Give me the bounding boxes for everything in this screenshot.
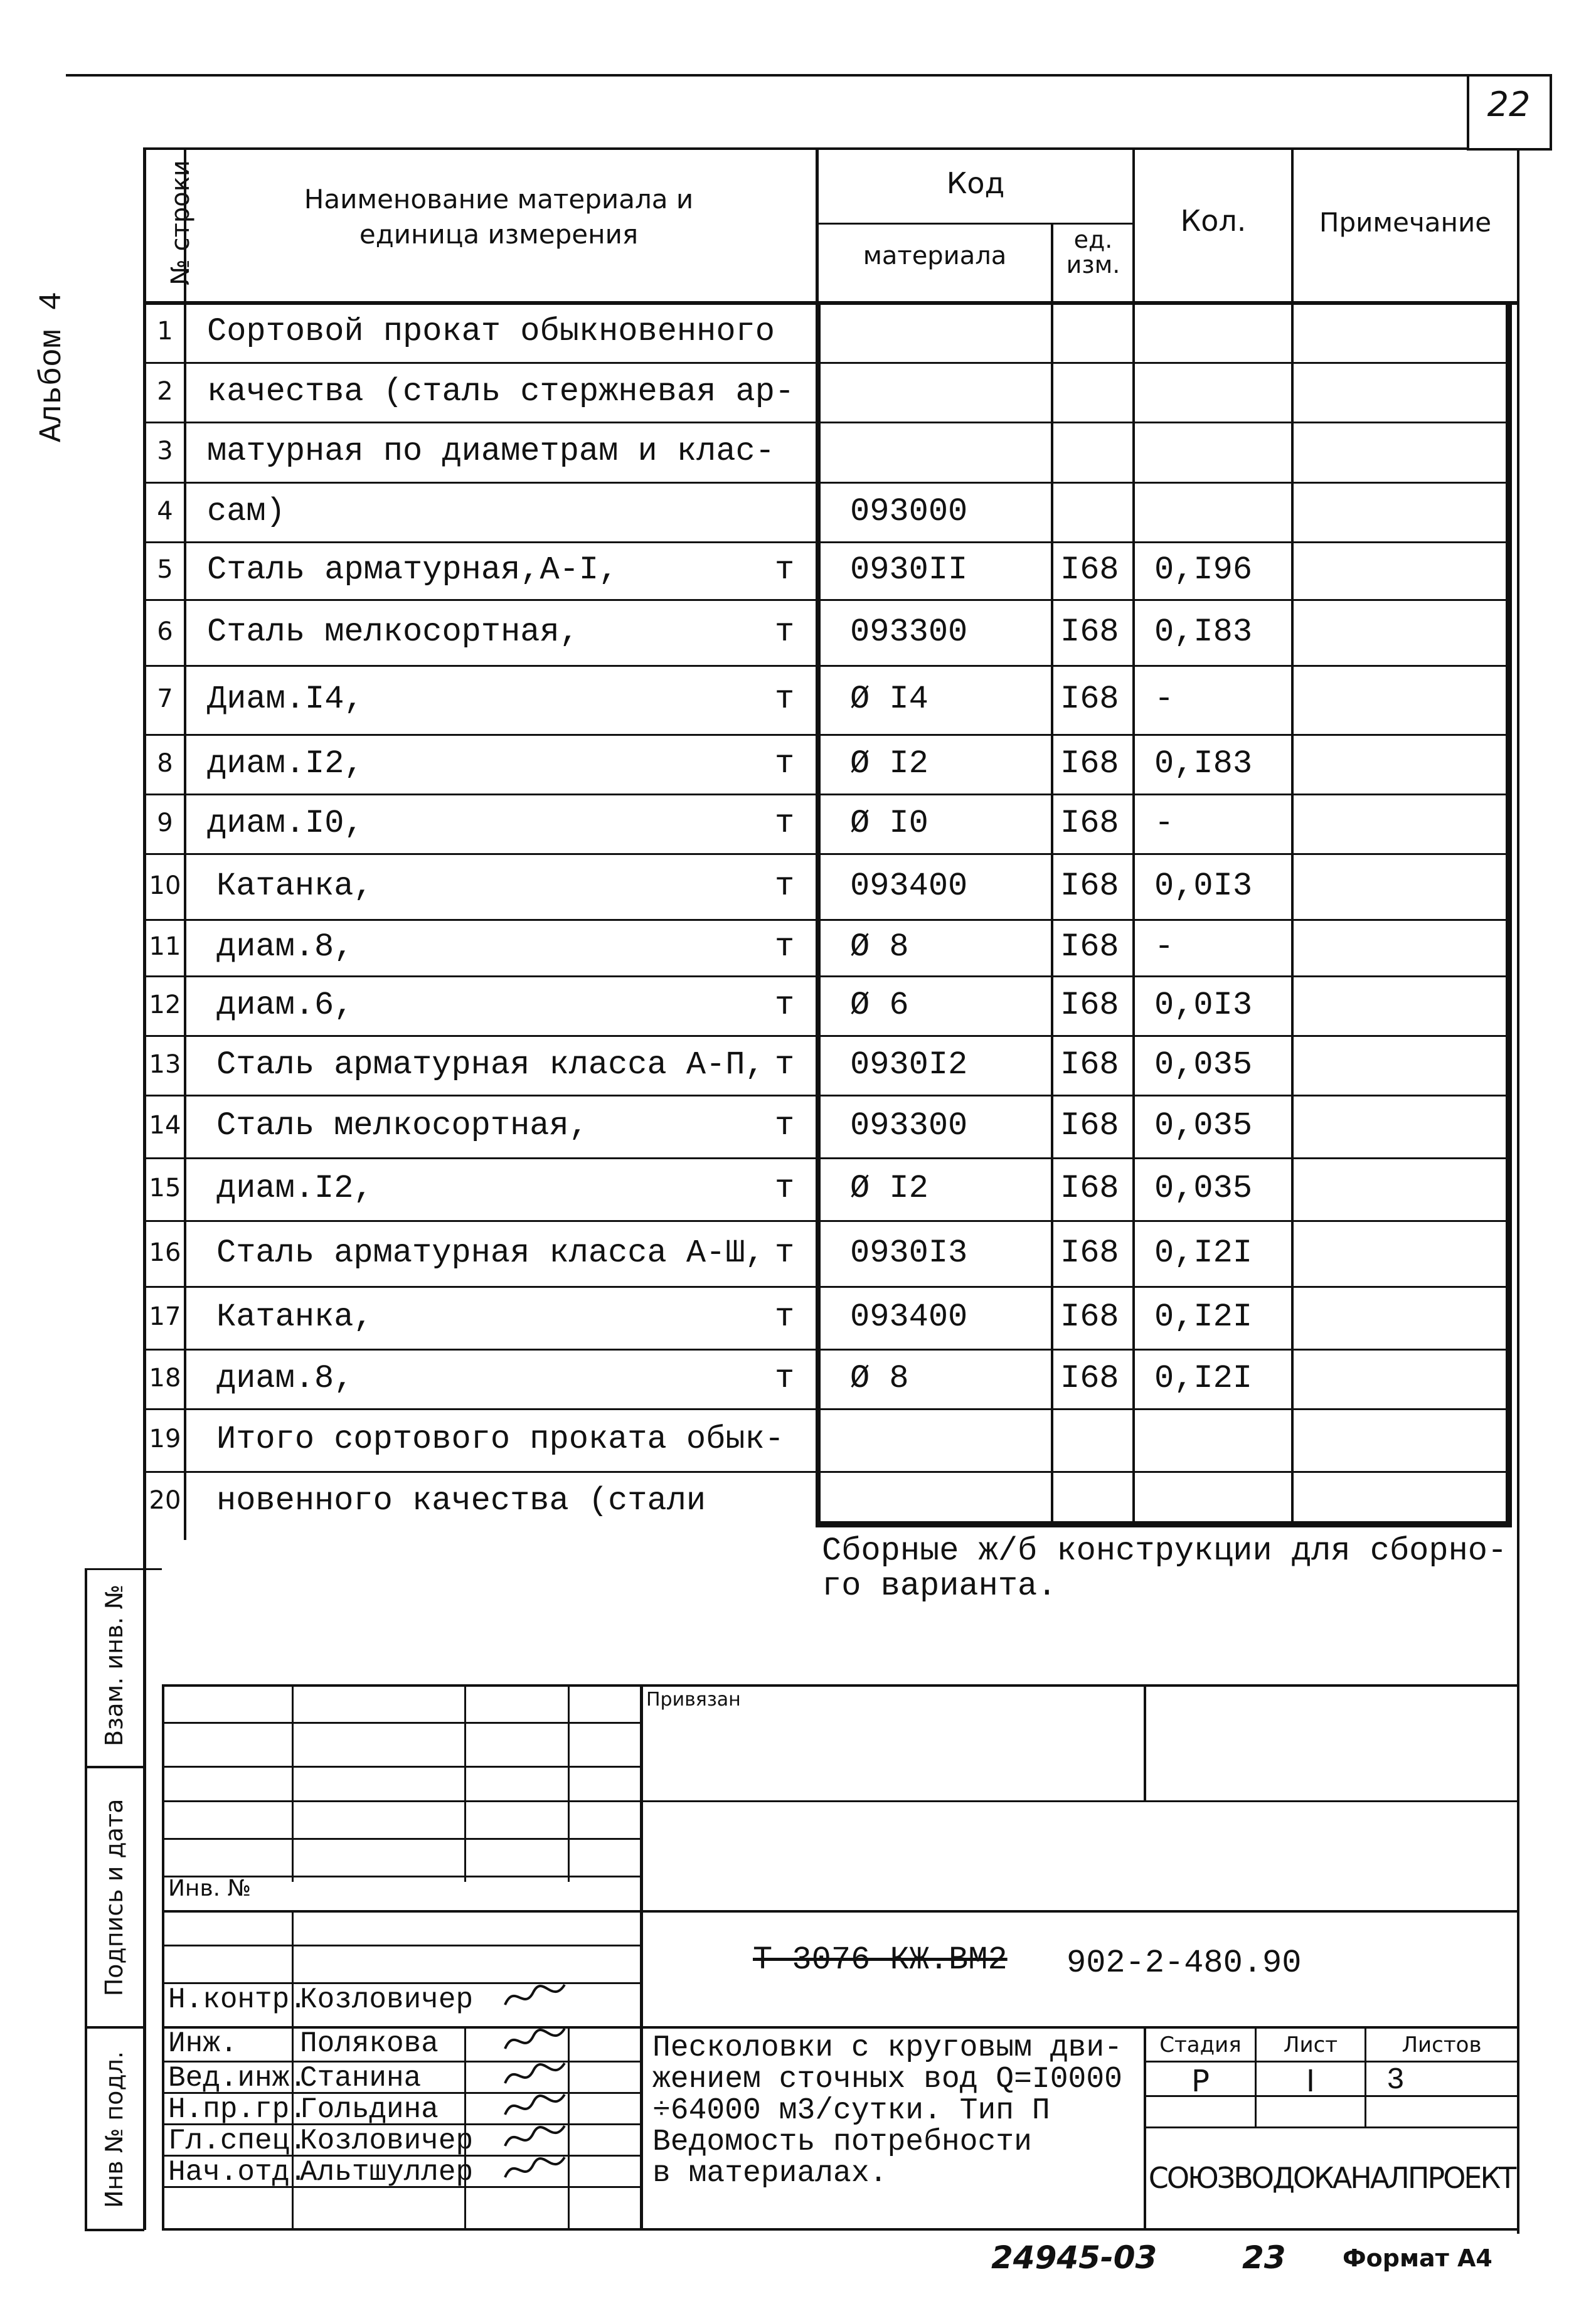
row-number: 14 [149, 1111, 181, 1140]
row-number: 4 [157, 496, 173, 526]
signer-name: Козловичер [300, 1983, 474, 2016]
organization-name: СОЮЗВОДОКАНАЛПРОЕКТ [1148, 2161, 1515, 2195]
header-name: Наименование материала и единица измерения [304, 184, 694, 250]
footnote-line-1: Сборные ж/б конструкции для сборно- [822, 1532, 1508, 1569]
title-line-1: Песколовки с круговым дви- [652, 2031, 1122, 2065]
row-number: 15 [149, 1174, 181, 1203]
unit-letter: т [775, 745, 795, 782]
header-code: Код [946, 166, 1005, 200]
doc-number: 902-2-480.90 [1067, 1945, 1302, 1982]
album-label: Альбом 4 [35, 291, 70, 442]
unit-letter: т [775, 1298, 795, 1335]
unit-letter: т [775, 1359, 795, 1397]
material-code: 093300 [850, 1107, 968, 1144]
format-label: Формат А4 [1343, 2244, 1492, 2272]
material-name: матурная по диаметрам и клас- [207, 433, 775, 470]
header-qty: Кол. [1180, 204, 1247, 238]
quantity: - [1154, 681, 1174, 718]
material-name: Сталь арматурная,А-I, [207, 551, 619, 588]
material-name: диам.8, [216, 928, 354, 965]
signer-name: Полякова [300, 2027, 439, 2060]
row-number: 18 [149, 1363, 181, 1393]
material-code: 093400 [850, 867, 968, 905]
material-name: Сортовой прокат обыкновенного [207, 312, 775, 350]
material-code: Ø 8 [850, 1359, 909, 1397]
quantity: 0,I83 [1154, 745, 1253, 782]
row-number: 9 [157, 808, 173, 837]
material-name: Диам.I4, [207, 681, 364, 718]
signer-role: Инж. [168, 2027, 238, 2060]
row-number: 10 [149, 871, 181, 900]
sheet-label: Лист [1283, 2032, 1338, 2057]
stage-label: Стадия [1159, 2032, 1242, 2057]
material-name: диам.I0, [207, 804, 364, 842]
footnote [822, 1534, 1507, 1604]
signature-scribble [502, 2089, 571, 2124]
material-name: качества (сталь стержневая ар- [207, 373, 795, 410]
doc-old-code: Т-3076-КЖ.ВМ2 [753, 1941, 1008, 1978]
quantity: 0,035 [1154, 1107, 1253, 1144]
quantity: - [1154, 928, 1174, 965]
label-podpis-data: Подпись и дата [100, 1798, 128, 1997]
signature-scribble [502, 2152, 571, 2187]
row-number: 5 [157, 555, 173, 584]
material-name: Сталь мелкосортная, [207, 613, 579, 650]
unit-letter: т [775, 867, 795, 905]
privyazan-label: Привязан [646, 1689, 741, 1711]
unit-code: I68 [1060, 804, 1119, 842]
material-name: Сталь арматурная класса А-П, [216, 1046, 765, 1083]
row-number: 11 [149, 932, 181, 961]
material-code: Ø I0 [850, 804, 928, 842]
material-name: Итого сортового проката обык- [216, 1421, 784, 1458]
row-number: 2 [157, 376, 173, 406]
unit-code: I68 [1060, 867, 1119, 905]
signer-name: Альтшуллер [300, 2156, 474, 2189]
material-code: 0930I2 [850, 1046, 968, 1083]
quantity: 0,I96 [1154, 551, 1253, 588]
material-code: Ø 8 [850, 928, 909, 965]
material-code: 093000 [850, 492, 968, 530]
material-name: диам.6, [216, 986, 354, 1024]
quantity: 0,I2I [1154, 1359, 1253, 1397]
unit-letter: т [775, 928, 795, 965]
row-number: 13 [149, 1049, 181, 1079]
signer-name: Станина [300, 2062, 422, 2095]
unit-code: I68 [1060, 551, 1119, 588]
sheet-value: I [1306, 2064, 1316, 2099]
quantity: 0,I2I [1154, 1298, 1253, 1335]
row-number: 17 [149, 1302, 181, 1331]
unit-code: I68 [1060, 1298, 1119, 1335]
material-name: сам) [207, 492, 285, 530]
material-code: 093400 [850, 1298, 968, 1335]
material-code: 093300 [850, 613, 968, 650]
quantity: 0,I2I [1154, 1234, 1253, 1272]
signer-name: Козловичер [300, 2125, 474, 2157]
unit-letter: т [775, 1170, 795, 1207]
row-number: 12 [149, 990, 181, 1019]
document-title [652, 2032, 1122, 2189]
row-number: 6 [157, 617, 173, 646]
title-line-2: жением сточных вод Q=I0000 [652, 2063, 1122, 2096]
unit-code: I68 [1060, 1107, 1119, 1144]
material-code: Ø 6 [850, 986, 909, 1024]
unit-code: I68 [1060, 681, 1119, 718]
material-name: диам.I2, [216, 1170, 373, 1207]
material-name: Катанка, [216, 867, 373, 905]
row-number: 7 [157, 684, 173, 713]
title-line-5: в материалах. [652, 2157, 888, 2190]
material-code: 0930I3 [850, 1234, 968, 1272]
quantity: 0,I83 [1154, 613, 1253, 650]
unit-letter: т [775, 551, 795, 588]
handwritten-page: 23 [1242, 2239, 1286, 2276]
quantity: 0,035 [1154, 1046, 1253, 1083]
unit-letter: т [775, 1234, 795, 1272]
signature-scribble [502, 2024, 571, 2058]
signer-role: Н.пр.гр. [168, 2093, 307, 2126]
page-number: 22 [1487, 85, 1531, 124]
unit-letter: т [775, 1046, 795, 1083]
row-number: 3 [157, 437, 173, 465]
quantity: 0,035 [1154, 1170, 1253, 1207]
signer-role: Вед.инж. [168, 2062, 307, 2095]
signature-scribble [502, 1980, 571, 2014]
unit-code: I68 [1060, 986, 1119, 1024]
quantity: - [1154, 804, 1174, 842]
material-code: Ø I4 [850, 681, 928, 718]
material-code: Ø I2 [850, 745, 928, 782]
material-name: диам.8, [216, 1359, 354, 1397]
label-vzam-inv: Взам. инв. № [100, 1585, 128, 1747]
unit-code: I68 [1060, 613, 1119, 650]
unit-letter: т [775, 613, 795, 650]
footnote-line-2: го варианта. [822, 1568, 1057, 1605]
unit-code: I68 [1060, 928, 1119, 965]
handwritten-number: 24945-03 [991, 2239, 1157, 2276]
header-material: материала [863, 242, 1007, 270]
stage-value: Р [1191, 2064, 1210, 2099]
unit-letter: т [775, 804, 795, 842]
material-name: новенного качества (стали [216, 1482, 706, 1519]
label-inv-podl: Инв № подл. [100, 2051, 128, 2209]
material-name: диам.I2, [207, 745, 364, 782]
unit-code: I68 [1060, 745, 1119, 782]
material-code: Ø I2 [850, 1170, 928, 1207]
quantity: 0,0I3 [1154, 986, 1253, 1024]
signer-role: Н.контр. [168, 1983, 307, 2016]
unit-letter: т [775, 986, 795, 1024]
header-row-no: № строки [166, 160, 195, 285]
signature-scribble [502, 2058, 571, 2093]
row-number: 1 [157, 316, 173, 346]
material-code: 0930II [850, 551, 968, 588]
unit-letter: т [775, 681, 795, 718]
title-line-4: Ведомость потребности [652, 2125, 1032, 2159]
signer-name: Гольдина [300, 2093, 439, 2126]
header-note: Примечание [1319, 207, 1492, 238]
inv-no-label: Инв. № [168, 1876, 252, 1901]
material-name: Сталь мелкосортная, [216, 1107, 588, 1144]
unit-code: I68 [1060, 1170, 1119, 1207]
unit-code: I68 [1060, 1046, 1119, 1083]
row-number: 8 [157, 748, 173, 778]
quantity: 0,0I3 [1154, 867, 1253, 905]
row-number: 20 [149, 1485, 181, 1515]
unit-code: I68 [1060, 1234, 1119, 1272]
sheets-label: Листов [1402, 2032, 1482, 2057]
title-line-3: ÷64000 м3/сутки. Тип П [652, 2094, 1050, 2128]
unit-code: I68 [1060, 1359, 1119, 1397]
unit-letter: т [775, 1107, 795, 1144]
row-number: 19 [149, 1425, 181, 1453]
material-name: Катанка, [216, 1298, 373, 1335]
material-name: Сталь арматурная класса А-Ш, [216, 1234, 765, 1272]
sheets-value: 3 [1386, 2064, 1405, 2098]
signer-role: Гл.спец. [168, 2125, 307, 2157]
signature-scribble [502, 2121, 571, 2155]
signer-role: Нач.отд. [168, 2156, 307, 2189]
header-unit: ед. изм. [1066, 226, 1120, 279]
row-number: 16 [149, 1238, 181, 1267]
